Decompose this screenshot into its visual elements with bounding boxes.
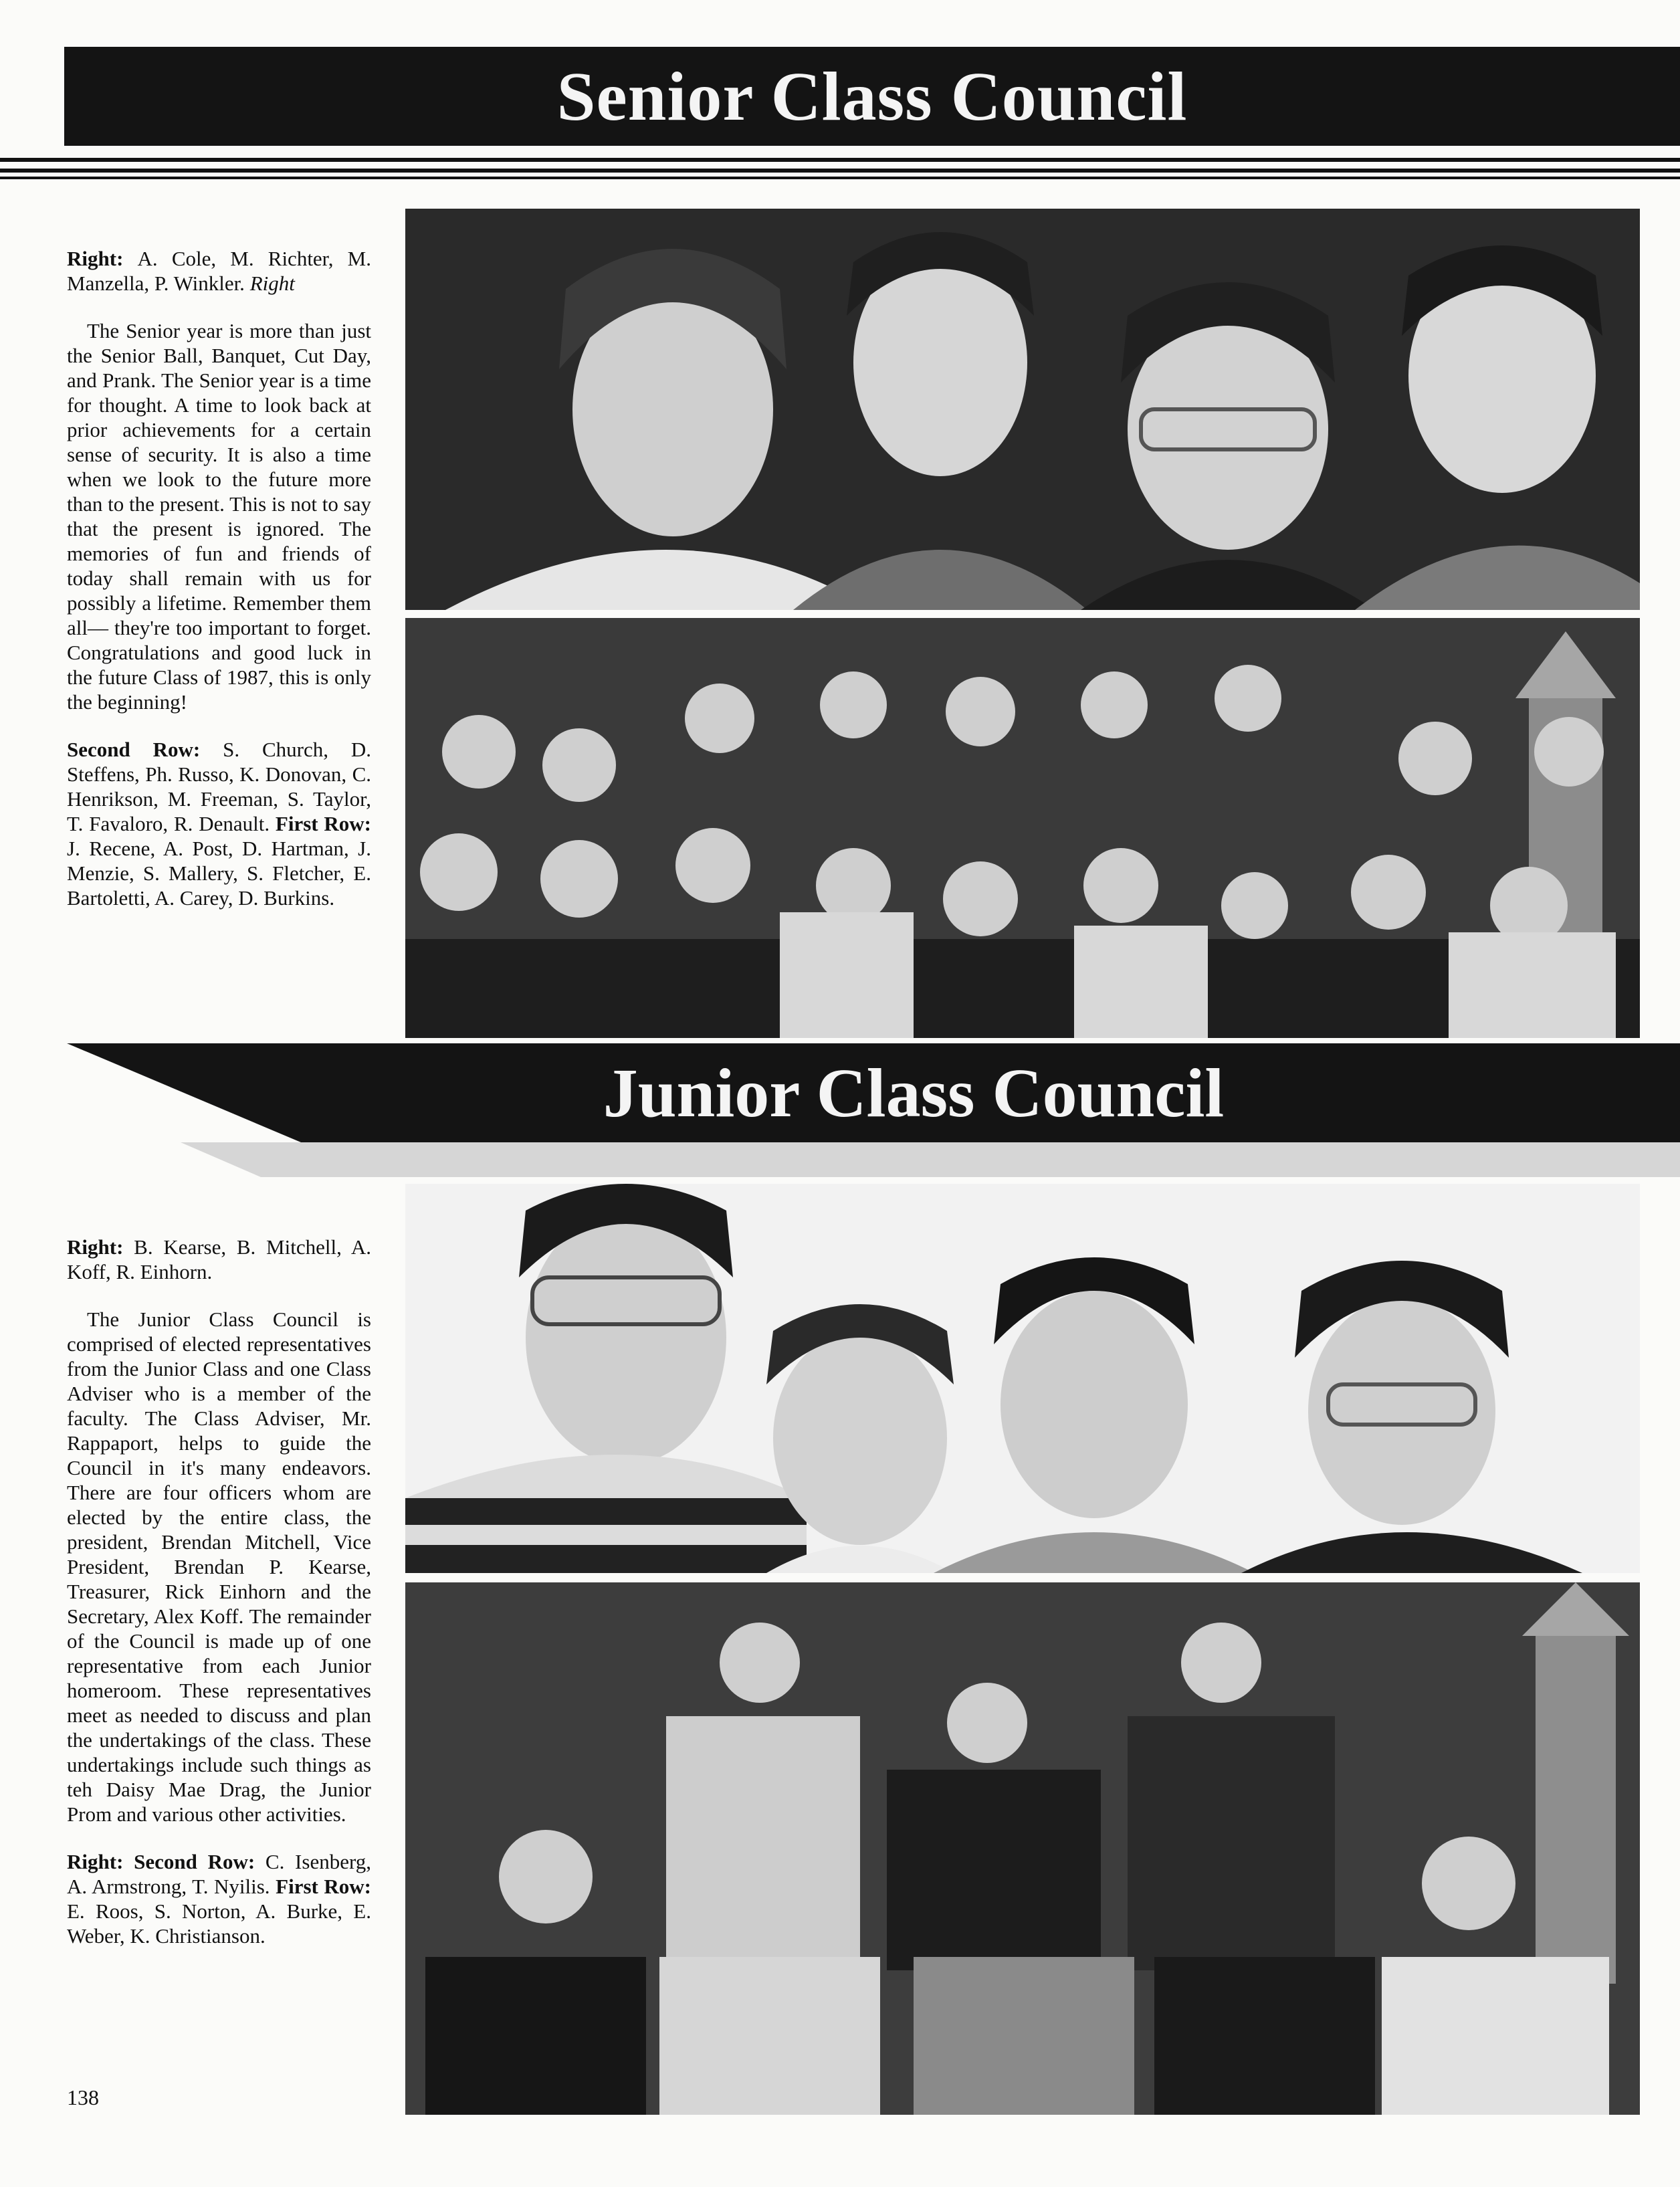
- caption-names: J. Recene, A. Post, D. Hartman, J. Menzie, S. Mallery, S. Fletcher, E. Bartoletti, A. Carey, D. Burkins.: [67, 837, 371, 910]
- caption-names: B. Kearse, B. Mitchell, A. Koff, R. Einhorn.: [67, 1235, 371, 1283]
- senior-group-photo: [405, 618, 1640, 1038]
- junior-caption-rows: [67, 1849, 371, 1948]
- senior-officers-photo: [405, 209, 1640, 610]
- senior-caption-rows: [67, 737, 371, 910]
- caption-names: E. Roos, S. Norton, A. Burke, E. Weber, K. Christianson.: [67, 1899, 371, 1948]
- junior-title: Junior Class Council: [603, 1054, 1225, 1132]
- junior-officers-photo: [405, 1184, 1640, 1573]
- caption-label: Right:: [67, 247, 138, 270]
- senior-caption-right: [67, 246, 371, 296]
- junior-group-photo: [405, 1582, 1640, 2115]
- caption-tail: Right: [249, 272, 295, 295]
- caption-label: First Row:: [276, 1875, 371, 1898]
- senior-title: Senior Class Council: [556, 58, 1188, 135]
- senior-body: The Senior year is more than just the Senior Ball, Banquet, Cut Day, and Prank. The Senior year is a time for thought. A time to look back at prior achievements for a certain sense of security. It is also a time when we look to the future more than to the present. This is not to say that the present is ignored. The memories of fun and friends of today shall remain with us for possibly a lifetime. Remember them all— they're too important to forget. Congratulations and good luck in the future Class of 1987, this is only the beginning!: [67, 319, 371, 714]
- senior-text-column: [67, 246, 371, 933]
- caption-names: A. Cole, M. Richter, M. Manzella, P. Winkler.: [67, 247, 371, 295]
- junior-banner-shadow: [181, 1142, 1680, 1177]
- page-number: 138: [67, 2085, 99, 2109]
- caption-names: S. Church, D. Steffens, Ph. Russo, K. Donovan, C. Henrikson, M. Freeman, S. Taylor, T. Favaloro, R. Denault.: [67, 738, 372, 835]
- caption-label: Right:: [67, 1235, 134, 1259]
- divider-rule: [0, 158, 1680, 162]
- junior-body: The Junior Class Council is comprised of elected representatives from the Junior Class and one Class Adviser who is a member of the faculty. The Class Adviser, Mr. Rappaport, helps to guide the Council in it's many endeavors. There are four officers whom are elected by the entire class, the president, Brendan Mitchell, Vice President, Brendan P. Kearse, Treasurer, Rick Einhorn and the Secretary, Alex Koff. The remainder of the Council is made up of one representative from each Junior homeroom. These representatives meet as needed to discuss and plan the undertakings of the class. These undertakings include such things as teh Daisy Mae Drag, the Junior Prom and various other activities.: [67, 1308, 371, 1826]
- caption-label: First Row:: [275, 812, 371, 835]
- caption-label: Right: Second Row:: [67, 1850, 266, 1873]
- caption-names: C. Isenberg, A. Armstrong, T. Nyilis.: [67, 1850, 371, 1898]
- caption-label: Second Row:: [67, 738, 223, 761]
- divider-rule: [0, 169, 1680, 173]
- junior-title-banner: [67, 1043, 1680, 1142]
- senior-title-banner: [64, 47, 1680, 146]
- junior-caption-right: [67, 1235, 371, 1284]
- divider-rule: [0, 177, 1680, 179]
- junior-text-column: [67, 1235, 371, 1971]
